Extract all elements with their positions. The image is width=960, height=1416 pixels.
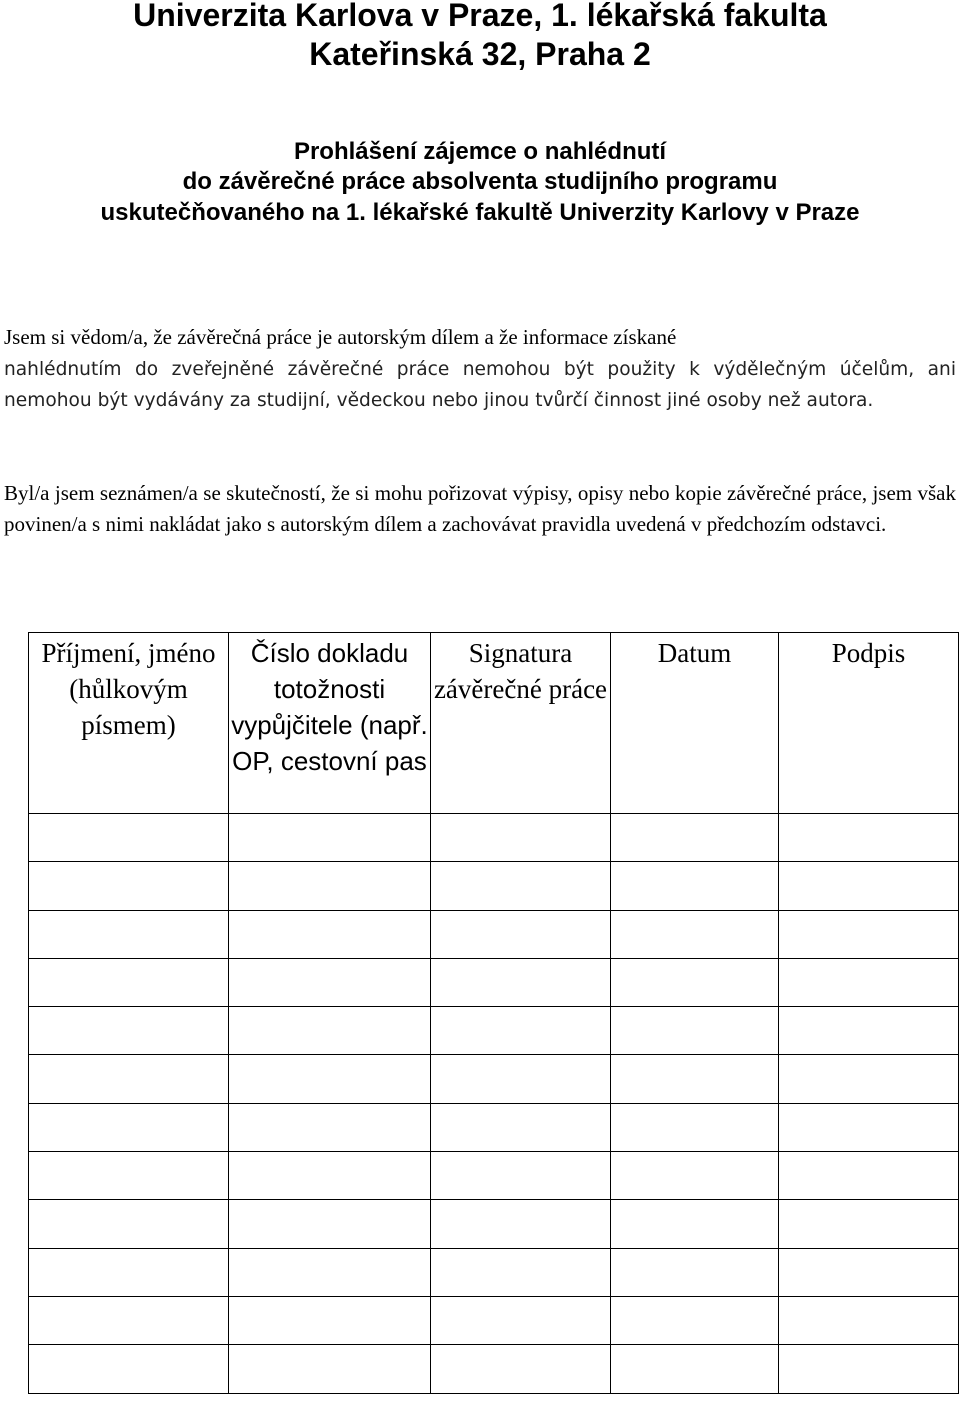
cell-id-document[interactable] [229,1345,431,1393]
cell-signature[interactable] [431,1345,611,1393]
cell-name[interactable] [29,1007,229,1055]
table-row [29,958,959,1006]
cell-name[interactable] [29,1296,229,1344]
cell-name[interactable] [29,1248,229,1296]
cell-date[interactable] [611,862,779,910]
table-row [29,1345,959,1393]
column-header-name: Příjmení, jméno (hůlkovým písmem) [29,633,229,814]
cell-name[interactable] [29,958,229,1006]
cell-date[interactable] [611,1055,779,1103]
cell-signature[interactable] [431,1152,611,1200]
table-row [29,814,959,862]
cell-signature[interactable] [431,1007,611,1055]
cell-id-document[interactable] [229,862,431,910]
cell-id-document[interactable] [229,1007,431,1055]
table-row [29,1103,959,1151]
table-row [29,1200,959,1248]
paragraph-2: Byl/a jsem seznámen/a se skutečností, že si mohu pořizovat výpisy, opisy nebo kopie závěrečné práce, jsem však povinen/a s nimi nakládat jako s autorským dílem a zachovávat pravidla uvedená v předchozím odstavci. [4,481,956,536]
cell-signature[interactable] [431,910,611,958]
cell-sign[interactable] [779,862,959,910]
cell-sign[interactable] [779,1055,959,1103]
column-header-sign: Podpis [779,633,959,814]
cell-id-document[interactable] [229,958,431,1006]
cell-signature[interactable] [431,1200,611,1248]
declaration-title-line-2: do závěrečné práce absolventa studijního programu [182,168,778,195]
cell-id-document[interactable] [229,1103,431,1151]
cell-sign[interactable] [779,1152,959,1200]
table-row [29,1296,959,1344]
cell-sign[interactable] [779,1248,959,1296]
cell-sign[interactable] [779,958,959,1006]
cell-signature[interactable] [431,1248,611,1296]
cell-id-document[interactable] [229,1248,431,1296]
table-row [29,862,959,910]
cell-sign[interactable] [779,1007,959,1055]
column-header-id-document: Číslo dokladu totožnosti vypůjčitele (např. OP, cestovní pas [229,633,431,814]
table-row [29,1152,959,1200]
cell-id-document[interactable] [229,1055,431,1103]
cell-sign[interactable] [779,814,959,862]
cell-date[interactable] [611,814,779,862]
column-header-date: Datum [611,633,779,814]
declaration-title-line-3: uskutečňovaného na 1. lékařské fakultě Univerzity Karlovy v Praze [100,199,860,226]
table-header-row [29,633,959,814]
cell-signature[interactable] [431,814,611,862]
cell-sign[interactable] [779,1103,959,1151]
university-address: Kateřinská 32, Praha 2 [309,36,651,72]
table-row [29,910,959,958]
cell-name[interactable] [29,1200,229,1248]
table-body [29,814,959,1394]
cell-signature[interactable] [431,1055,611,1103]
cell-id-document[interactable] [229,1152,431,1200]
cell-date[interactable] [611,910,779,958]
table-row [29,1055,959,1103]
cell-sign[interactable] [779,910,959,958]
cell-signature[interactable] [431,862,611,910]
cell-date[interactable] [611,1345,779,1393]
cell-date[interactable] [611,1152,779,1200]
cell-date[interactable] [611,958,779,1006]
cell-date[interactable] [611,1007,779,1055]
cell-date[interactable] [611,1248,779,1296]
cell-sign[interactable] [779,1200,959,1248]
cell-id-document[interactable] [229,1296,431,1344]
cell-signature[interactable] [431,1103,611,1151]
cell-name[interactable] [29,862,229,910]
declaration-title-line-1: Prohlášení zájemce o nahlédnutí [293,138,667,165]
cell-name[interactable] [29,1152,229,1200]
cell-id-document[interactable] [229,910,431,958]
cell-name[interactable] [29,814,229,862]
cell-date[interactable] [611,1103,779,1151]
cell-id-document[interactable] [229,1200,431,1248]
paragraph-1-body: nahlédnutím do zveřejněné závěrečné práce nemohou být použity k výdělečným účelům, ani nemohou být vydávány za studijní, vědeckou nebo jinou tvůrčí činnost jiné osoby než autora. [4,359,956,411]
university-name: Univerzita Karlova v Praze, 1. lékařská fakulta [133,0,827,33]
cell-name[interactable] [29,1103,229,1151]
cell-id-document[interactable] [229,814,431,862]
column-header-signature: Signatura závěrečné práce [431,633,611,814]
table-row [29,1248,959,1296]
table-row [29,1007,959,1055]
borrower-log-table [28,632,959,1394]
cell-name[interactable] [29,910,229,958]
cell-date[interactable] [611,1200,779,1248]
cell-date[interactable] [611,1296,779,1344]
cell-signature[interactable] [431,958,611,1006]
cell-sign[interactable] [779,1345,959,1393]
cell-name[interactable] [29,1345,229,1393]
cell-name[interactable] [29,1055,229,1103]
cell-signature[interactable] [431,1296,611,1344]
cell-sign[interactable] [779,1296,959,1344]
paragraph-1-first-line: Jsem si vědom/a, že závěrečná práce je autorským dílem a že informace získané [4,325,677,349]
